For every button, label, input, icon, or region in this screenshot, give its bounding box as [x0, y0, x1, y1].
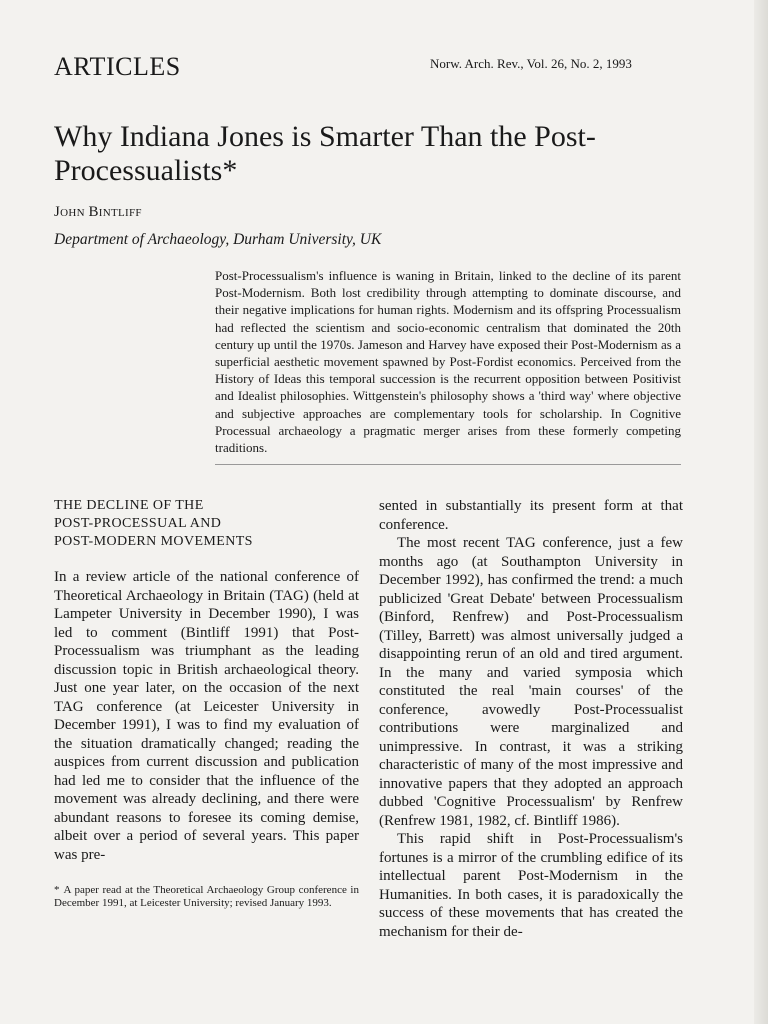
- journal-reference: Norw. Arch. Rev., Vol. 26, No. 2, 1993: [430, 56, 632, 71]
- body-paragraph: This rapid shift in Post-Processualism's fortunes is a mirror of the crumbling edifice of its intellectual parent Post-Modernism in the Humanities. In both cases, it is paradoxically the success of these movements that has created the mechanism for their de-: [379, 831, 683, 940]
- author-affiliation: Department of Archaeology, Durham University, UK: [54, 231, 382, 248]
- section-heading-line: POST-PROCESSUAL AND: [54, 516, 222, 531]
- body-paragraph: In a review article of the national conference of Theoretical Archaeology in Britain (TAG) (held at Lampeter University in December 1990), I was led to comment (Bintliff 1991) that Post-Processualism was triumphant as the leading discussion topic in British archaeological theory. Just one year later, on the occasion of the next TAG conference (at Leicester University in December 1991), I was to find my evaluation of the situation dramatically changed; reading the auspices from current discussion and publication had led me to consider that the influence of the movement was already declining, and there were abundant reasons to foresee its coming demise, albeit over a period of several years. This paper was pre-: [54, 569, 359, 863]
- section-heading-line: THE DECLINE OF THE: [54, 498, 204, 513]
- footnote: [54, 884, 359, 910]
- body-paragraph: The most recent TAG conference, just a few months ago (at Southampton University in December 1992), has confirmed the trend: a much publicized 'Great Debate' between Processualism (Binford, Renfrew) and Post-Processualism (Tilley, Barrett) was almost universally judged a disappointing rerun of an old and tired argument. In the many and varied symposia which constituted the real 'main courses' of the conference, avowedly Post-Processualist contributions were marginalized and unimpressive. In contrast, it was a striking characteristic of many of the most impressive and innovative papers that they adopted an approach dubbed 'Cognitive Processualism' by Renfrew (Renfrew 1981, 1982, cf. Bintliff 1986).: [379, 535, 683, 829]
- section-label: ARTICLES: [54, 52, 181, 81]
- abstract: Post-Processualism's influence is waning in Britain, linked to the decline of its parent Post-Modernism. Both lost credibility through attempting to dominate discourse, and their negative implications for human rights. Modernism and its offspring Processualism had reflected the scientism and socio-economic centralism that dominated the 20th century up until the 1970s. Jameson and Harvey have exposed their Post-Modernism as a superficial aesthetic movement spawned by Post-Fordist economics. Perceived from the History of Ideas this temporal succession is the recurrent opposition between Positivist and Idealist philosophies. Wittgenstein's philosophy shows a 'third way' where objective and subjective approaches are complementary tools for scholarship. In Cognitive Processual archaeology a pragmatic merger arises from these formerly competing traditions.: [215, 268, 681, 456]
- footnote-text: A paper read at the Theoretical Archaeology Group conference in December 1991, at Leicester University; revised January 1993.: [54, 884, 359, 909]
- abstract-divider: [215, 464, 681, 465]
- author-first-name: John: [54, 204, 85, 220]
- footnote-mark: *: [54, 884, 60, 896]
- page-edge-shadow: [754, 0, 768, 1024]
- section-heading-line: POST-MODERN MOVEMENTS: [54, 534, 253, 549]
- right-column: [379, 497, 683, 941]
- author-last-name: Bintliff: [88, 204, 142, 220]
- author-name: [54, 204, 142, 221]
- section-heading: [54, 497, 374, 551]
- article-title: Why Indiana Jones is Smarter Than the Post-Processualists*: [54, 120, 596, 187]
- body-paragraph: sented in substantially its present form at that conference.: [379, 498, 683, 533]
- left-column: [54, 568, 359, 864]
